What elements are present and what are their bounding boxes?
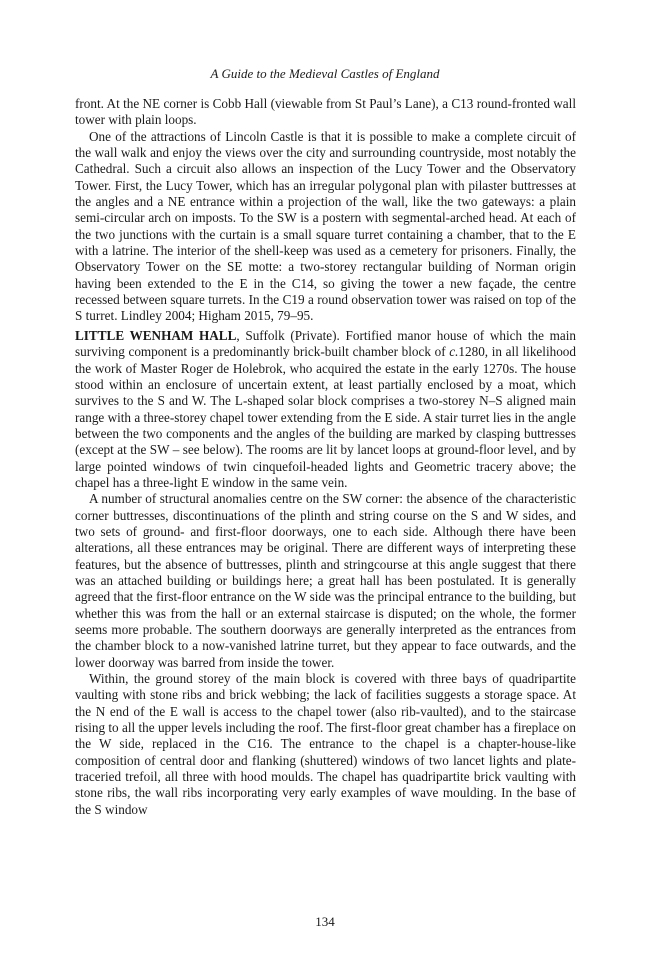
circa-abbreviation: c. [449,344,459,360]
gazetteer-entry-little-wenham-hall [75,328,576,491]
body-text [75,96,576,818]
paragraph-lincoln-circuit: One of the attractions of Lincoln Castle is that it is possible to make a complete circuit of the wall walk and enjoy the views over the city and surrounding countryside, most notably the Cathedral. Such a circuit also allows an inspection of the Lucy Tower and the Observatory Tower. First, the Lucy Tower, which has an irregular polygonal plan with pilaster buttresses at the angles and a NE entrance within a projection of the wall, like the two gateways: a plain semi-circular arch on imposts. To the SW is a postern with segmental-arched head. At each of the two junctions with the curtain is a small square turret containing a chamber, that to the E with a latrine. The interior of the shell-keep was used as a cemetery for prisoners. Finally, the Observatory Tower on the SE motte: a two-storey rectangular building of Norman origin having been extended to the E in the C14, so giving the tower a new façade, the centre recessed between square turrets. In the C19 a round observation tower was raised on top of the S turret. Lindley 2004; Higham 2015, 79–95. [75,128,576,324]
entry-text-part-1: , Suffolk (Private). Fortified manor house of which the main surviving component is a predominantly brick-built chamber block of [75,327,576,360]
page-number: 134 [315,914,335,929]
paragraph-interior: Within, the ground storey of the main block is covered with three bays of quadripartite vaulting with stone ribs and brick webbing; the lack of facilities suggests a storage space. At the N end of the E wall is access to the chapel tower (also rib-vaulted), and to the staircase rising to all the upper levels including the roof. The first-floor great chamber has a fireplace on the W side, replaced in the C16. The entrance to the chapel is a chapter-house-like composition of central door and flanking (shuttered) windows of two lancet lights and plate-traceried trefoil, all three with hood moulds. The chapel has quadripartite brick vaulting with stone ribs, the wall ribs incorporating very early examples of wave moulding. In the base of the S window [75,671,576,817]
entry-text-part-2: 1280, in all likelihood the work of Master Roger de Holebrok, who acquired the estate in the early 1270s. The house stood within an enclosure of uncertain extent, at least partially enclosed by a moat, which survives to the S and W. The L-shaped solar block comprises a two-storey N–S aligned main range with a three-storey chapel tower extending from the E side. A stair turret lies in the angle between the two components and the angles of the building are marked by clasping buttresses (except at the SW – see below). The rooms are lit by lancet loops at ground-floor level, and by large pointed windows of twin cinquefoil-headed lights and Geometric tracery above; the chapel has a three-light E window in the same vein. [75,344,576,490]
entry-heading: LITTLE WENHAM HALL [75,327,237,343]
paragraph-sw-corner-anomalies: A number of structural anomalies centre on the SW corner: the absence of the characteristic corner buttresses, discontinuations of the plinth and string course on the S and W sides, and two sets of ground- and first-floor doorways, one to each side. Although there have been alterations, all these entrances may be original. There are different ways of interpreting these features, but the absence of buttresses, plinth and stringcourse at this angle suggest that there was an attached building or buildings here; a great hall has been postulated. It is generally agreed that the first-floor entrance on the W side was the principal entrance to the building, but whether this was from the hall or an external staircase is disputed; on the whole, the former seems more probable. The southern doorways are generally interpreted as the entrances from the chamber block to a now-vanished latrine turret, but they appear to face outwards, and the lower doorway was barred from inside the tower. [75,491,576,670]
paragraph-continuation: front. At the NE corner is Cobb Hall (viewable from St Paul’s Lane), a C13 round-fronted wall tower with plain loops. [75,96,576,128]
running-head: A Guide to the Medieval Castles of England [210,66,440,81]
